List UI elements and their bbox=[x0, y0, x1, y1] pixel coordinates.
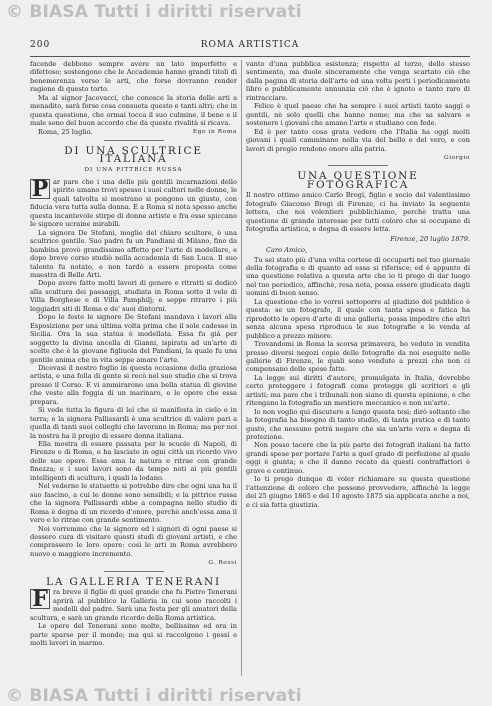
paragraph: Ella mostra di essere passata per le scuole di Napoli, di Firenze e di Roma, e ha lasciato in ogni città un ricordo vivo delle sue opere. Essa ama la natura e ritrae con grande finezza; e i suoi lavori sono da tempo noti ai più gentili intelligenti di scultura, i quali la lodano. bbox=[30, 440, 237, 482]
paragraph-text: ar pare che i una delle più gentili incarnazioni dello spirito umano trovi spesso i suoi cultori nelle donne, le quali talvolta si mostrano si pongono un giusto, con fiducia vera tutta sulla donna. E a Roma si nota spesso anche questa incantevole stirpe di donne artiste e fra esse spiccano le signore ucraine mirabili. bbox=[30, 177, 237, 229]
signature-line bbox=[30, 128, 237, 137]
author-signature: Giorgio bbox=[443, 154, 470, 161]
paragraph: La questione che io vorrei sottoporre al giudizio del pubblico è questa: se un fotografo, il quale con tanta spesa e fatica ha riprodotto le opere d'arte di una galleria, possa impedire che altri senza alcuna spesa riproduca le sue fotografie e le venda al pubblico a prezzo minore. bbox=[246, 297, 470, 340]
paragraph: Dicevasi il nostro foglio in questa occasione della graziosa artista, e una folla di gente si recò nel suo studio che si trova presso il Corso. E vi ammirarono una bella statua di giovine che veste alla foggia di un marinaro, e le opere che essa prepara. bbox=[30, 363, 237, 406]
paragraph: facende debbono sempre avere un lato imperfetto e difettoso; sostengono che le Accademie hanno grandi titoli di benemerenza verso le arti, che forse dovranno render ragione di questo torto. bbox=[30, 60, 237, 94]
paragraph bbox=[30, 588, 237, 622]
section-title: LA GALLERIA TENERANI bbox=[46, 575, 221, 588]
drop-cap: P bbox=[31, 175, 49, 202]
header-rule bbox=[30, 56, 470, 57]
page-number: 200 bbox=[30, 40, 51, 50]
section-divider bbox=[104, 140, 164, 141]
paragraph: Ed è per tanto cosa grata vedere che l'Italia ha oggi molti giovani i quali camminano nella via del bello e del vero, e con lavori di pregio rendono onore alla patria. bbox=[246, 127, 470, 153]
watermark-top: © BIASA Tutti i diritti riservati bbox=[6, 2, 302, 22]
paragraph: Nel vederne le statuette si potrebbe dire che ogni una ha il suo fascino, a cui le donne sono sensibili; e la pittrice russa che la signora Pallissardi ebbe a compagna nello studio di Roma è degna di un ricordo d'onore, perchè anch'essa ama il vero e lo ritrae con grande sentimento. bbox=[30, 482, 237, 525]
left-column bbox=[30, 60, 237, 680]
salutation: Caro Amico, bbox=[266, 246, 308, 255]
dateline: Roma, 25 luglio. bbox=[38, 127, 93, 136]
paragraph: Dopo avere fatto molti lavori di genere e ritratti si dedicò alla scultura dei paesaggi, studiata in Roma sotto il velo di Villa Borghese e di Villa Pamphilj; e seppe ritrarre i più leggiadri siti di Roma e de' suoi dintorni. bbox=[30, 279, 237, 313]
section-divider bbox=[104, 571, 164, 572]
section-title: UNA QUESTIONE FOTOGRAFICA bbox=[297, 170, 419, 191]
section-divider bbox=[328, 165, 388, 166]
section-subtitle: DI UNA PITTRICE RUSSA bbox=[84, 166, 183, 173]
running-title: ROMA ARTISTICA bbox=[200, 40, 300, 50]
paragraph: Il nostro ottimo amico Carlo Brogi, figlio e socio del valentissimo fotografo Giacomo Brogi di Firenze, ci ha inviato la seguente lettera, che noi volentieri pubblichiamo, perchè tratta una questione di grande interesse per tutti coloro che si occupano di fotografia artistica, e degna di essere letta. bbox=[246, 191, 470, 234]
right-column bbox=[246, 60, 470, 680]
paragraph: Si vede tutta la figura di lei che si manifesta in cielo e in terra; e la signora Pallissardi è una scultrice di valore pari a quella di tanti suoi colleghi che lavorano in Roma; ma per noi la nostra ha il pregio di essere donna italiana. bbox=[30, 406, 237, 440]
paragraph: Tu sei stato più d'una volta cortese di occuparti nel tuo giornale della fotografia e di quanto ad essa si riferisce; ed è appunto di una questione relativa a questa arte che io ti prego di dar luogo nel tuo periodico, affinchè, resa nota, possa essere giudicata dagli uomini di buon senso. bbox=[246, 255, 470, 298]
dateline: Firenze, 20 luglio 1879. bbox=[390, 234, 470, 243]
paragraph bbox=[30, 175, 237, 229]
paragraph: Felice è quel paese che ha sempre i suoi artisti tanto saggi e gentili, nè solo quelli che hanno nome; ma che sa salvare e sostenere i giovani che amano l'arte e studiano con fede. bbox=[246, 102, 470, 128]
section-title: DI UNA SCULTRICE ITALIANA bbox=[64, 144, 203, 166]
paragraph: La legge sui diritti d'autore, promulgata in Italia, dovrebbe certo proteggere i fotografi come protegge gli scrittori e gli artisti; ma pare che i tribunali non siano di questa opinione, e che ritengano la fotografia un mestiere meccanico e non un'arte. bbox=[246, 373, 470, 408]
drop-cap: F bbox=[30, 589, 50, 609]
page-header bbox=[30, 40, 470, 56]
paragraph: Non posso tacere che la più parte dei fotografi italiani ha fatto grandi spese per portare l'arte a quel grado di perfezione al quale oggi è giunta; e che il danno recato da questi contraffattori è grave e continuo. bbox=[246, 441, 470, 475]
paragraph: Trovandomi in Roma la scorsa primavera, ho veduto in vendita presso diversi negozi copie delle fotografie da noi eseguite nelle gallerie di Firenze, le quali sono vendute a prezzi che non ci compensano delle spese fatte. bbox=[246, 340, 470, 374]
paragraph: Le opere del Tenerani sono molte, bellissime ed ora in parte sparse per il mondo; ma qui si raccolgono i gessi e molti lavori in marmo. bbox=[30, 622, 237, 647]
paragraph: Io non voglio qui discutere a lungo questa tesi; dirò soltanto che la fotografia ha bisogno di tanto studio, di tanta pratica e di tanto gusto, che nessuno potrà negare che sia un'arte vera e degna di protezione. bbox=[246, 407, 470, 442]
paragraph-text: ra breve il figlio di quel grande che fu Pietro Tenerani aprirà al pubblico la Galleria in cui sono raccolti i modelli del padre. Sarà una festa per gli amatori della scultura, e sarà un grande ricordo della Roma artistica. bbox=[30, 588, 237, 622]
column-divider bbox=[241, 60, 242, 676]
watermark-bottom: © BIASA Tutti i diritti riservati bbox=[6, 686, 302, 706]
author-signature: Ego in Roma bbox=[192, 128, 237, 135]
paragraph: Noi vorremmo che le signore ed i signori di ogni paese si dessero cura di visitare questi studi di giovani artisti, e che comprassero le loro opere: così le arti in Roma avrebbero nuovo e maggiore incremento. bbox=[30, 524, 237, 558]
paragraph: vanto d'una pubblica esistenza; rispetto al terzo, dello stesso sentimento, ma duole sinceramente che venga scartato ciò che dalla pagina di storia dell'arte ed una volta porti i periodicamente libro e pubblicamente annunzia ciò che è ignoto e tanto raro di rintracciare. bbox=[246, 60, 470, 102]
paragraph: Ma al signor Jacovacci, che conosce la storia delle arti a menadito, sarà forse cosa consueta questo e tanti altri; che in questa questione, che ormai tocca il suo culmine, il bene e il male sono del buon accordo che da queste rivalità si ricava. bbox=[30, 93, 237, 128]
paragraph: Io ti prego dunque di voler richiamare su questa questione l'attenzione di coloro che possono provvedere, affinchè la legge del 25 giugno 1865 e del 10 agosto 1875 sia applicata anche a noi, e ci sia fatta giustizia. bbox=[246, 475, 470, 509]
paragraph: La signora De Stefani, moglie del chiaro scultore, è una scultrice gentile. Suo padre fu un Pandiani di Milano, fino da bambina provò grandissimo affetto per l'arte di modellare, e dopo breve corso studiò nella accademia di San Luca. Il suo talento fu notato, e non tardò a essere proposta come maestra di Belle Arti. bbox=[30, 228, 237, 279]
author-signature: G. Rossi bbox=[208, 560, 237, 567]
paragraph: Dopo le feste le signore De Stefani mandava i lavori alla Esposizione per una ultima volta prima che il sole cadesse in Sicilia. Ora la sua statua è modellata. Essa fu già per soggetto la divina ancella di Gianni, ispirata ad un'arte di scelte che è la giovane figliuola del Pandiani, la quale fu una gentile anima che in vita seppe amare l'arte. bbox=[30, 313, 237, 364]
